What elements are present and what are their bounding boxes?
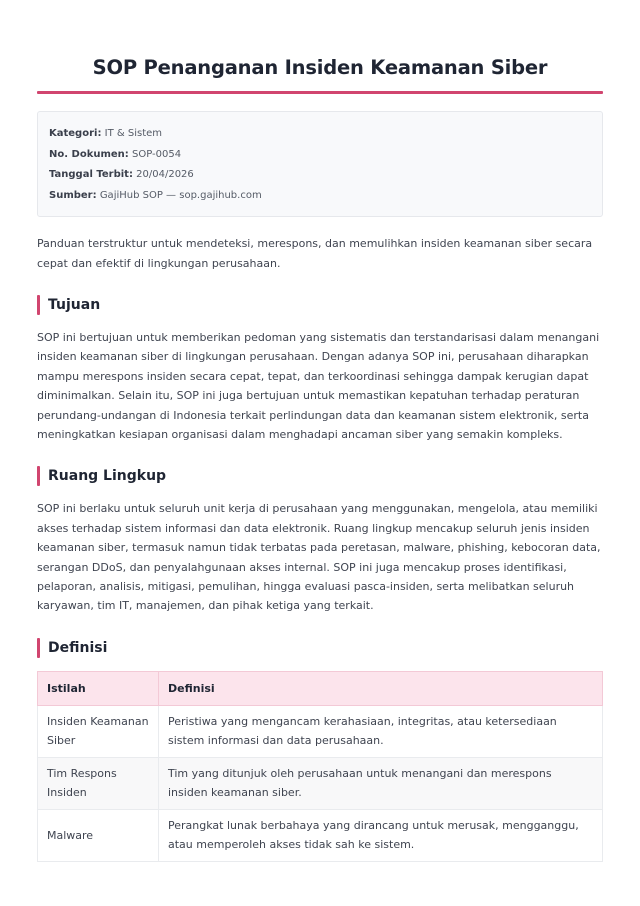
definition-cell: Tim yang ditunjuk oleh perusahaan untuk menangani dan merespons insiden keamanan siber. xyxy=(159,757,603,809)
meta-issue-date xyxy=(49,165,591,186)
meta-value: IT & Sistem xyxy=(104,128,163,139)
section-heading-tujuan xyxy=(37,295,603,315)
tujuan-paragraph: SOP ini bertujuan untuk memberikan pedoman yang sistematis dan terstandarisasi dalam menangani insiden keamanan siber di lingkungan perusahaan. Dengan adanya SOP ini, perusahaan diharapkan mampu merespons insiden secara cepat, tepat, dan terkoordinasi sehingga dampak kerugian dapat diminimalkan. Selain itu, SOP ini juga bertujuan untuk memastikan kepatuhan terhadap peraturan perundang-undangan di Indonesia terkait perlindungan data dan keamanan sistem elektronik, serta meningkatkan kesiapan organisasi dalam menghadapi ancaman siber yang semakin kompleks. xyxy=(37,331,600,442)
section-heading-definisi xyxy=(37,638,603,658)
meta-value: SOP-0054 xyxy=(131,148,182,160)
table-header-row xyxy=(38,671,603,705)
meta-value: GajiHub SOP — sop.gajihub.com xyxy=(99,189,262,201)
title-divider xyxy=(37,91,603,94)
meta-label: Sumber: xyxy=(49,189,97,201)
term-cell: Tim Respons Insiden xyxy=(38,757,159,809)
heading-text: Ruang Lingkup xyxy=(48,468,167,485)
section-heading-ruang-lingkup xyxy=(37,466,603,486)
meta-document-number xyxy=(49,145,591,166)
definitions-table xyxy=(37,671,603,862)
meta-source xyxy=(49,186,591,207)
column-header-definition: Definisi xyxy=(159,671,603,705)
ruang-lingkup-paragraph: SOP ini berlaku untuk seluruh unit kerja di perusahaan yang menggunakan, mengelola, atau memiliki akses terhadap sistem informasi dan data elektronik. Ruang lingkup mencakup seluruh jenis insiden keamanan siber, termasuk namun tidak terbatas pada peretasan, malware, phishing, kebocoran data, serangan DDoS, dan penyalahgunaan akses internal. SOP ini juga mencakup proses identifikasi, pelaporan, analisis, mitigasi, pemulihan, hingga evaluasi pasca-insiden, serta melibatkan seluruh karyawan, tim IT, manajemen, dan pihak ketiga yang terkait. xyxy=(37,502,601,613)
column-header-term: Istilah xyxy=(38,671,159,705)
definition-cell: Peristiwa yang mengancam kerahasiaan, integritas, atau ketersediaan sistem informasi dan data perusahaan. xyxy=(159,705,603,757)
heading-text: Definisi xyxy=(48,639,108,656)
table-row xyxy=(38,809,603,861)
meta-category xyxy=(49,124,591,145)
meta-label: Kategori: xyxy=(49,128,102,139)
meta-label: Tanggal Terbit: xyxy=(49,169,133,180)
meta-value: 20/04/2026 xyxy=(136,169,194,180)
heading-text: Tujuan xyxy=(48,297,101,313)
heading-accent-bar xyxy=(37,295,40,315)
heading-accent-bar xyxy=(37,638,40,658)
intro-paragraph: Panduan terstruktur untuk mendeteksi, merespons, dan memulihkan insiden keamanan siber secara cepat dan efektif di lingkungan perusahaan. xyxy=(37,237,593,270)
metadata-box xyxy=(37,111,603,217)
term-cell: Insiden Keamanan Siber xyxy=(38,705,159,757)
table-row xyxy=(38,757,603,809)
table-row xyxy=(38,705,603,757)
definition-cell: Perangkat lunak berbahaya yang dirancang untuk merusak, mengganggu, atau memperoleh akses tidak sah ke sistem. xyxy=(159,809,603,861)
heading-accent-bar xyxy=(37,466,40,486)
page-title: SOP Penanganan Insiden Keamanan Siber xyxy=(92,56,548,79)
term-cell: Malware xyxy=(38,809,159,861)
meta-label: No. Dokumen: xyxy=(49,148,129,160)
